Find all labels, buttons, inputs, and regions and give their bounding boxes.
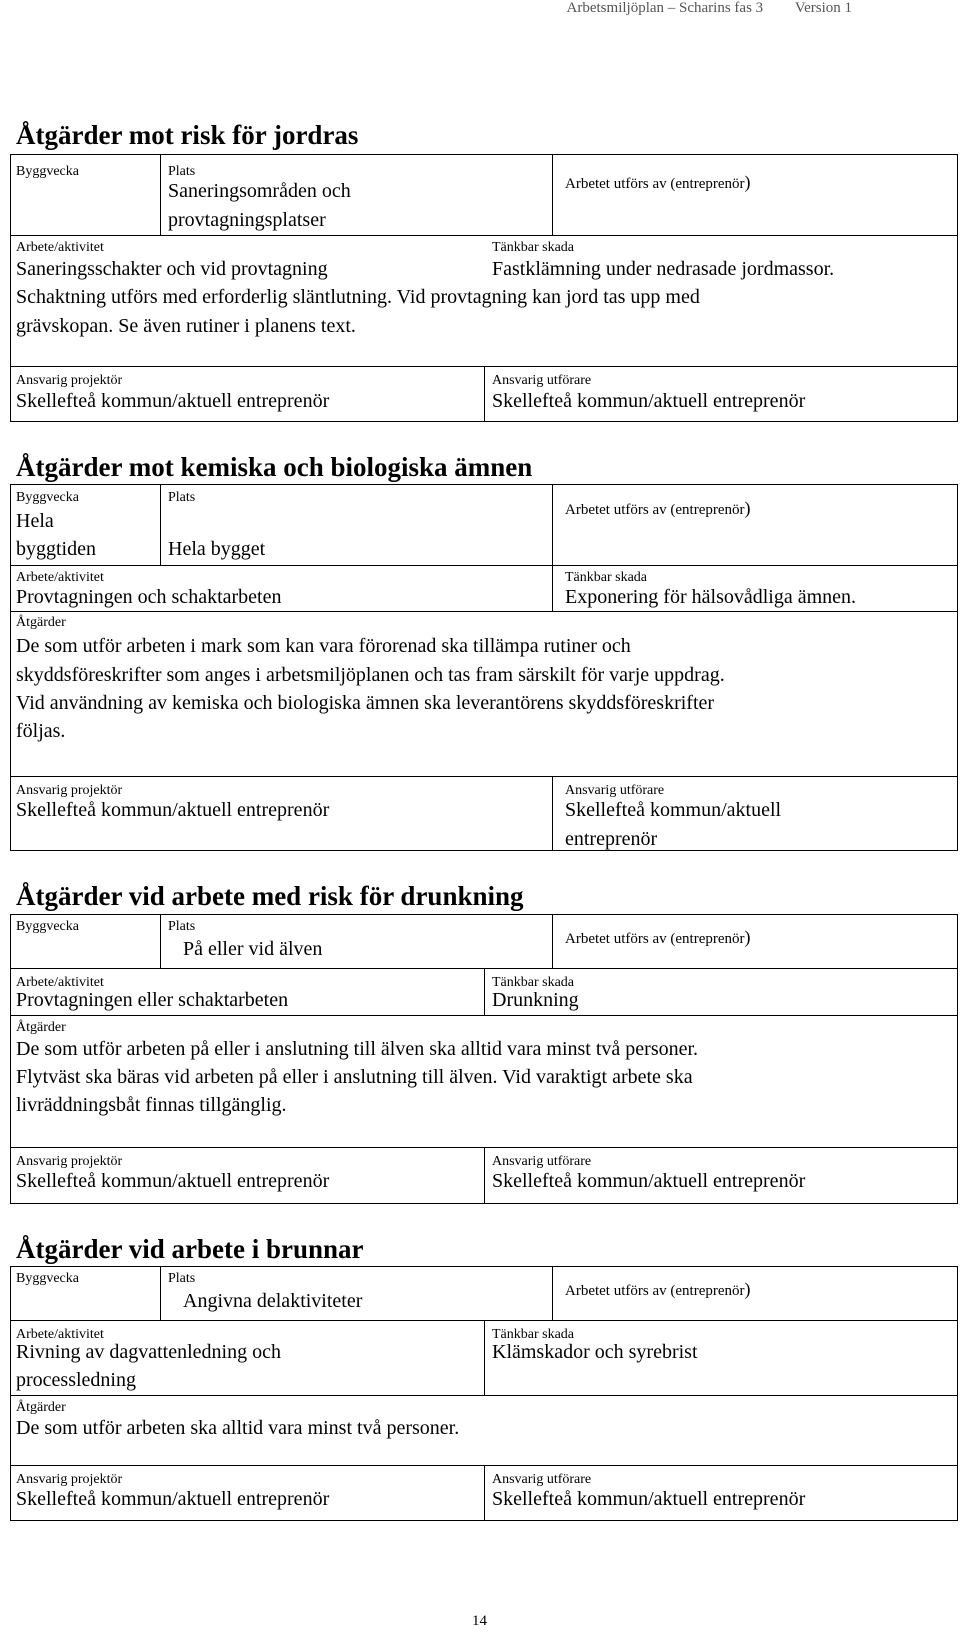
value-atgarder-line1: De som utför arbeten ska alltid vara minst två personer.	[16, 1417, 460, 1439]
value-plats: På eller vid älven	[183, 938, 323, 960]
value-byggvecka-line2: byggtiden	[16, 538, 96, 560]
value-aktivitet-line1: Rivning av dagvattenledning och	[16, 1341, 281, 1363]
divider	[160, 915, 161, 968]
label-byggvecka: Byggvecka	[16, 490, 79, 505]
value-utforare: Skellefteå kommun/aktuell entreprenör	[492, 390, 806, 412]
label-plats: Plats	[168, 490, 196, 505]
value-utforare-line1: Skellefteå kommun/aktuell	[565, 799, 782, 821]
label-arbete-aktivitet: Arbete/aktivitet	[16, 975, 104, 990]
label-arbetet-utfors-av	[565, 498, 751, 519]
value-projektor: Skellefteå kommun/aktuell entreprenör	[16, 1170, 330, 1192]
label-ansvarig-utforare: Ansvarig utförare	[565, 783, 665, 798]
value-projektor: Skellefteå kommun/aktuell entreprenör	[16, 799, 330, 821]
label-tankbar-skada: Tänkbar skada	[492, 975, 575, 990]
divider	[160, 485, 161, 565]
section-box-brunnar	[10, 1266, 958, 1521]
value-plats-line2: provtagningsplatser	[168, 209, 326, 231]
value-skada: Exponering för hälsovådliga ämnen.	[565, 586, 857, 608]
value-plats-line1: Saneringsområden och	[168, 180, 351, 202]
value-atgarder-line3: livräddningsbåt finnas tillgänglig.	[16, 1094, 287, 1116]
header-doc-title: Arbetsmiljöplan – Scharins fas 3	[566, 0, 764, 16]
value-atgarder-line1: De som utför arbeten på eller i anslutning till älven ska alltid vara minst två personer.	[16, 1038, 699, 1060]
label-atgarder: Åtgärder	[16, 1020, 66, 1035]
value-skada: Drunkning	[492, 989, 579, 1011]
label-plats: Plats	[168, 1271, 196, 1286]
section-title-drunkning: Åtgärder vid arbete med risk för drunkning	[16, 881, 524, 911]
divider	[552, 155, 553, 235]
divider	[552, 1267, 553, 1320]
label-arbete-aktivitet: Arbete/aktivitet	[16, 570, 104, 585]
label-tankbar-skada: Tänkbar skada	[492, 240, 575, 255]
value-skada: Klämskador och syrebrist	[492, 1341, 698, 1363]
label-atgarder: Åtgärder	[16, 615, 66, 630]
divider	[552, 915, 553, 968]
value-projektor: Skellefteå kommun/aktuell entreprenör	[16, 1488, 330, 1510]
value-atgarder-line1: De som utför arbeten i mark som kan vara förorenad ska tillämpa rutiner och	[16, 635, 631, 657]
value-atgarder-line3: Vid användning av kemiska och biologiska ämnen ska leverantörens skyddsföreskrifter	[16, 692, 715, 714]
value-plats: Angivna delaktiviteter	[183, 1290, 363, 1312]
label-byggvecka: Byggvecka	[16, 1271, 79, 1286]
divider	[484, 1320, 485, 1395]
label-arbete-aktivitet: Arbete/aktivitet	[16, 1327, 104, 1342]
value-utforare-line2: entreprenör	[565, 828, 658, 850]
value-atgarder-line2: skyddsföreskrifter som anges i arbetsmiljöplanen och tas fram särskilt för varje uppdrag.	[16, 664, 725, 686]
label-atgarder: Åtgärder	[16, 1400, 66, 1415]
label-text: Arbetet utförs av (entreprenör	[565, 502, 745, 518]
label-arbete-aktivitet: Arbete/aktivitet	[16, 240, 104, 255]
label-ansvarig-utforare: Ansvarig utförare	[492, 1154, 592, 1169]
value-aktivitet: Provtagningen eller schaktarbeten	[16, 989, 289, 1011]
value-utforare: Skellefteå kommun/aktuell entreprenör	[492, 1170, 806, 1192]
label-paren: )	[744, 1279, 751, 1299]
divider	[484, 1465, 485, 1521]
divider	[484, 968, 485, 1015]
label-arbetet-utfors-av	[565, 1279, 751, 1300]
label-byggvecka: Byggvecka	[16, 919, 79, 934]
value-utforare: Skellefteå kommun/aktuell entreprenör	[492, 1488, 806, 1510]
label-paren: )	[744, 172, 751, 192]
page-header	[539, 0, 852, 17]
value-aktivitet: Saneringsschakter och vid provtagning	[16, 258, 328, 280]
divider	[552, 776, 553, 851]
section-box-drunkning	[10, 914, 958, 1204]
divider	[484, 1147, 485, 1204]
value-byggvecka-line1: Hela	[16, 510, 54, 532]
section-box-jordras	[10, 154, 958, 422]
section-title-jordras: Åtgärder mot risk för jordras	[16, 120, 359, 150]
label-text: Arbetet utförs av (entreprenör	[565, 931, 745, 947]
label-ansvarig-projektor: Ansvarig projektör	[16, 373, 123, 388]
label-tankbar-skada: Tänkbar skada	[492, 1327, 575, 1342]
divider	[11, 776, 957, 777]
label-ansvarig-projektor: Ansvarig projektör	[16, 783, 123, 798]
label-ansvarig-utforare: Ansvarig utförare	[492, 1472, 592, 1487]
label-paren: )	[744, 927, 751, 947]
divider	[11, 1015, 957, 1016]
section-title-kemiska: Åtgärder mot kemiska och biologiska ämnen	[16, 452, 533, 482]
divider	[552, 485, 553, 565]
section-title-brunnar: Åtgärder vid arbete i brunnar	[16, 1234, 364, 1264]
label-byggvecka: Byggvecka	[16, 164, 79, 179]
value-aktivitet: Provtagningen och schaktarbeten	[16, 586, 282, 608]
value-atgarder-line2: grävskopan. Se även rutiner i planens text.	[16, 315, 356, 337]
divider	[11, 1395, 957, 1396]
value-atgarder-line4: följas.	[16, 720, 66, 742]
label-arbetet-utfors-av	[565, 172, 751, 193]
label-ansvarig-projektor: Ansvarig projektör	[16, 1154, 123, 1169]
value-skada: Fastklämning under nedrasade jordmassor.	[492, 258, 835, 280]
page-number: 14	[472, 1613, 487, 1629]
divider	[484, 366, 485, 422]
label-plats: Plats	[168, 164, 196, 179]
label-plats: Plats	[168, 919, 196, 934]
label-ansvarig-projektor: Ansvarig projektör	[16, 1472, 123, 1487]
divider	[11, 235, 957, 236]
label-text: Arbetet utförs av (entreprenör	[565, 176, 745, 192]
label-ansvarig-utforare: Ansvarig utförare	[492, 373, 592, 388]
divider	[552, 565, 553, 611]
divider	[11, 565, 957, 566]
label-text: Arbetet utförs av (entreprenör	[565, 1283, 745, 1299]
label-arbetet-utfors-av	[565, 927, 751, 948]
value-aktivitet-line2: processledning	[16, 1369, 136, 1391]
section-box-kemiska	[10, 484, 958, 851]
value-atgarder-line2: Flytväst ska bäras vid arbeten på eller i anslutning till älven. Vid varaktigt arbete ska	[16, 1066, 693, 1088]
divider	[160, 155, 161, 235]
divider	[160, 1267, 161, 1320]
label-tankbar-skada: Tänkbar skada	[565, 570, 648, 585]
value-atgarder-line1: Schaktning utförs med erforderlig släntlutning. Vid provtagning kan jord tas upp med	[16, 286, 700, 308]
value-projektor: Skellefteå kommun/aktuell entreprenör	[16, 390, 330, 412]
header-version: Version 1	[794, 0, 852, 16]
value-plats: Hela bygget	[168, 538, 266, 560]
label-paren: )	[744, 498, 751, 518]
